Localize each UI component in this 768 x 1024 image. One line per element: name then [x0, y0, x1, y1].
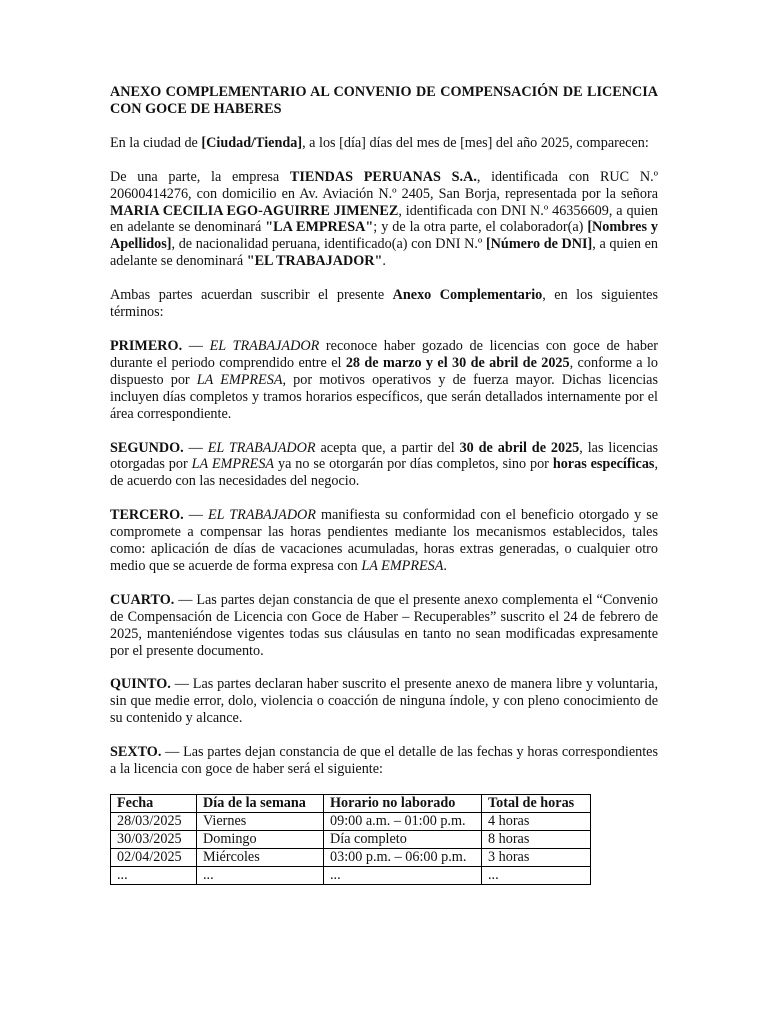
company-name: TIENDAS PERUANAS S.A. — [289, 168, 477, 185]
text: — — [183, 507, 208, 524]
text: LA EMPRESA — [196, 371, 283, 388]
cell-dia: ... — [197, 866, 324, 884]
text: , las licencias otorgadas por — [110, 439, 659, 473]
text: — — [182, 337, 210, 354]
text: EL TRABAJADOR — [207, 439, 316, 456]
representative-name: MARIA CECILIA EGO-AGUIRRE JIMENEZ — [110, 202, 399, 219]
placeholder-city: [Ciudad/Tienda] — [201, 134, 303, 151]
text: manifiesta su conformidad con el beneficio otorgado y se compromete a compensar las horas pendientes mediante los mecanismos establecidos, tales como: aplicación de días de vacaciones acumuladas, horas extras generadas, o cualquier otro medio que se acuerde de forma expresa con — [110, 507, 659, 574]
clause-sexto — [110, 744, 658, 778]
text: — Las partes dejan constancia de que el detalle de las fechas y horas correspondientes a la licencia con goce de haber será el siguiente: — [110, 744, 658, 778]
cell-horario: 03:00 p.m. – 06:00 p.m. — [324, 848, 482, 866]
text: En la ciudad de — [110, 134, 202, 151]
cell-horario: Día completo — [324, 830, 482, 848]
text: acepta que, a partir del — [315, 439, 460, 456]
text: LA EMPRESA — [191, 456, 275, 473]
specific-hours-term: horas específicas — [552, 456, 655, 473]
start-date: 30 de abril de 2025 — [459, 439, 580, 456]
text: — Las partes declaran haber suscrito el presente anexo de manera libre y voluntaria, sin que medie error, dolo, violencia o coacción de ninguna índole, y con pleno conocimiento de su contenido y alcance. — [110, 676, 658, 727]
table-row — [111, 866, 591, 884]
clause-segundo — [110, 440, 658, 491]
column-header-fecha: Fecha — [111, 795, 197, 813]
period-dates: 28 de marzo y el 30 de abril de 2025 — [345, 354, 570, 371]
clause-label: QUINTO. — [110, 676, 171, 693]
text: , a los [día] días del mes de [mes] del año 2025, comparecen: — [302, 134, 649, 151]
company-alias: "LA EMPRESA" — [265, 219, 374, 236]
document-title: ANEXO COMPLEMENTARIO AL CONVENIO DE COMPENSACIÓN DE LICENCIA CON GOCE DE HABERES — [110, 84, 658, 117]
cell-fecha: ... — [111, 866, 197, 884]
text: . — [443, 557, 447, 574]
clause-label: CUARTO. — [110, 591, 175, 608]
text: . — [382, 253, 386, 270]
clause-label: SEGUNDO. — [110, 439, 184, 456]
text: , por motivos operativos y de fuerza mayor. Dichas licencias incluyen días completos y tramos horarios específicos, que serán detallados internamente por el área correspondiente. — [110, 371, 658, 422]
table-row — [111, 848, 591, 866]
paragraph-parties — [110, 169, 658, 270]
column-header-dia: Día de la semana — [197, 795, 324, 813]
text: — Las partes dejan constancia de que el presente anexo complementa el “Convenio de Compensación de Licencia con Goce de Haber – Recuperables” suscrito el 24 de febrero de 2025, manteniéndose vigentes todas sus cláusulas en tanto no sean modificadas expresamente por el presente documento. — [110, 591, 658, 659]
text: EL TRABAJADOR — [207, 507, 316, 524]
clause-cuarto — [110, 592, 658, 660]
clause-label: TERCERO. — [110, 507, 184, 524]
placeholder-worker-name: [Nombres y Apellidos] — [110, 219, 659, 253]
column-header-total: Total de horas — [482, 795, 591, 813]
cell-dia: Miércoles — [197, 848, 324, 866]
paragraph-place-date — [110, 135, 658, 152]
cell-total: 4 horas — [482, 812, 591, 830]
cell-horario: ... — [324, 866, 482, 884]
leave-hours-table — [110, 794, 591, 885]
table-row — [111, 812, 591, 830]
cell-total: 8 horas — [482, 830, 591, 848]
cell-total: 3 horas — [482, 848, 591, 866]
text: reconoce haber gozado de licencias con goce de haber durante el periodo comprendido entre el — [110, 337, 659, 371]
text: LA EMPRESA — [361, 557, 444, 574]
clause-tercero — [110, 507, 658, 575]
placeholder-dni: [Número de DNI] — [485, 236, 593, 253]
cell-fecha: 28/03/2025 — [111, 812, 197, 830]
text: ; y de la otra parte, el colaborador(a) — [373, 219, 588, 236]
text: ya no se otorgarán por días completos, sino por — [274, 456, 553, 473]
cell-total: ... — [482, 866, 591, 884]
clause-label: PRIMERO. — [110, 337, 183, 354]
text: , de nacionalidad peruana, identificado(a) con DNI N.º — [171, 236, 486, 253]
clause-quinto — [110, 676, 658, 727]
table-header-row — [111, 795, 591, 813]
text: De una parte, la empresa — [110, 168, 290, 185]
cell-dia: Domingo — [197, 830, 324, 848]
cell-horario: 09:00 a.m. – 01:00 p.m. — [324, 812, 482, 830]
text: , de acuerdo con las necesidades del negocio. — [110, 456, 658, 490]
table-row — [111, 830, 591, 848]
clause-label: SEXTO. — [110, 744, 162, 761]
text: , identificada con RUC N.º 20600414276, con domicilio en Av. Aviación N.º 2405, San Borja, representada por la señora — [110, 168, 659, 202]
worker-alias: "EL TRABAJADOR" — [246, 253, 383, 270]
text: EL TRABAJADOR — [209, 337, 320, 354]
clause-primero — [110, 338, 658, 423]
text: — — [183, 439, 208, 456]
cell-dia: Viernes — [197, 812, 324, 830]
cell-fecha: 02/04/2025 — [111, 848, 197, 866]
column-header-horario: Horario no laborado — [324, 795, 482, 813]
text: , en los siguientes términos: — [110, 287, 658, 321]
text: Ambas partes acuerdan suscribir el presente — [110, 287, 393, 304]
annex-term: Anexo Complementario — [392, 287, 543, 304]
cell-fecha: 30/03/2025 — [111, 830, 197, 848]
text: , a quien en adelante se denominará — [110, 236, 658, 270]
paragraph-agreement — [110, 287, 658, 321]
text: , conforme a lo dispuesto por — [110, 354, 658, 388]
document-page — [110, 84, 658, 885]
text: , identificada con DNI N.º 46356609, a quien en adelante se denominará — [110, 202, 658, 236]
